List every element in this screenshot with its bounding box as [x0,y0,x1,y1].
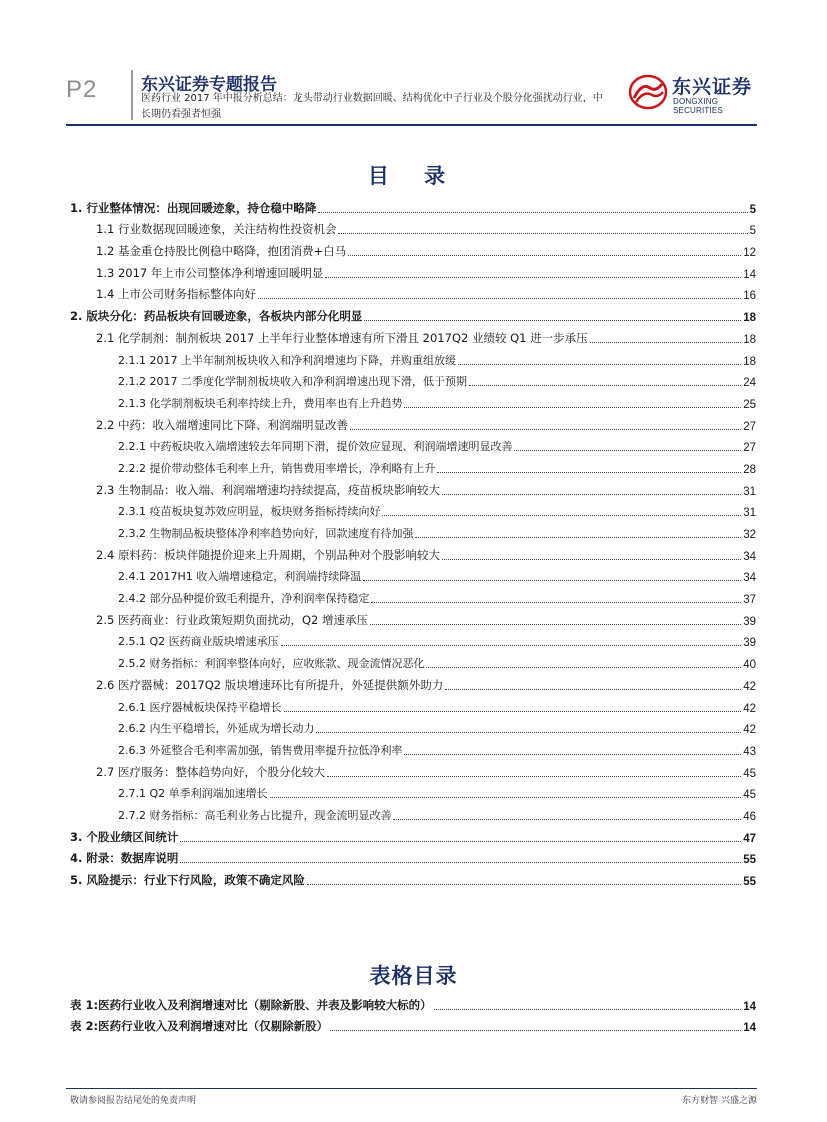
toc-entry-label: 2.1.3 化学制剂板块毛利率持续上升，费用率也有上升趋势 [118,396,403,410]
toc-entry-page: 55 [743,854,756,867]
toc-entry-page: 14 [743,1022,756,1035]
toc-entry[interactable] [70,433,756,455]
dot-leader [442,559,741,560]
toc-entry[interactable] [70,389,756,411]
toc-entry[interactable] [70,715,756,737]
toc-entry[interactable] [70,498,756,520]
dot-leader [442,494,741,495]
table-toc-heading: 表格目录 [369,964,458,988]
dot-leader [281,645,742,646]
toc-entry[interactable] [70,736,756,758]
toc-entry-page: 18 [743,355,756,368]
dot-leader [258,298,741,299]
toc-entry[interactable] [70,454,756,476]
dot-leader [393,819,741,820]
toc-entry[interactable] [70,991,756,1013]
footer-rule [66,1088,757,1089]
toc-entry-label: 5. 风险提示：行业下行风险，政策不确定风险 [70,873,305,887]
toc-entry-label: 2.6.3 外延整合毛利率需加强，销售费用率提升拉低净利率 [118,743,403,757]
toc-entry[interactable] [70,758,756,780]
toc-entry[interactable] [70,302,756,324]
toc-entry-page: 34 [743,550,756,563]
toc-entry-page: 34 [743,572,756,585]
toc-entry-page: 5 [749,203,756,216]
toc-entry-page: 28 [743,463,756,476]
toc-entry[interactable] [70,368,756,390]
toc-entry-label: 2.2 中药：收入端增速同比下降、利润端明显改善 [96,417,348,432]
toc-entry-page: 47 [743,832,756,845]
dot-leader [382,515,741,516]
toc-entry-label: 2.5.1 Q2 医药商业版块增速承压 [118,635,279,649]
toc-heading: 目 录 [367,164,460,188]
dot-leader [469,385,741,386]
toc-entry-label: 2.5 医药商业：行业政策短期负面扰动，Q2 增速承压 [96,612,368,627]
dot-leader [338,233,747,234]
toc-entry-label: 1. 行业整体情况：出现回暖迹象，持仓稳中略降 [70,200,317,215]
toc-entry-page: 42 [743,702,756,715]
table-toc-list [70,991,756,1034]
toc-entry[interactable] [70,259,756,281]
toc-entry-label: 表 2:医药行业收入及利润增速对比（仅剔除新股） [70,1019,329,1034]
footer-slogan: 东方财智 兴盛之源 [682,1096,757,1106]
toc-entry-label: 1.1 行业数据现回暖迹象，关注结构性投资机会 [96,222,337,237]
dot-leader [327,776,741,777]
toc-entry-label: 2.6.1 医疗器械板块保持平稳增长 [118,700,282,714]
toc-entry-label: 2.3.1 疫苗板块复苏效应明显，板块财务指标持续向好 [118,505,381,519]
dot-leader [316,732,741,733]
toc-entry-label: 1.4 上市公司财务指标整体向好 [96,287,256,302]
dot-leader [370,624,741,625]
dot-leader [404,754,741,755]
toc-entry-page: 31 [743,507,756,520]
toc-entry-page: 18 [743,333,756,346]
toc-entry-label: 2.7 医疗服务：整体趋势向好，个股分化较大 [96,764,325,779]
toc-entry-label: 2.6.2 内生平稳增长，外延成为增长动力 [118,722,315,736]
toc-list [70,194,756,888]
dot-leader [590,342,742,343]
toc-entry[interactable] [70,541,756,563]
toc-entry-label: 2.4.1 2017H1 收入端增速稳定，利润端持续降温 [118,570,362,584]
toc-entry-label: 2.7.1 Q2 单季利润端加速增长 [118,787,268,801]
toc-entry[interactable] [70,584,756,606]
dot-leader [514,450,741,451]
report-subtitle: 医药行业 2017 年中报分析总结：龙头带动行业数据回暖、结构优化中子行业及个股分化强扰动行业，中长期仍看强者恒强 [141,93,603,120]
dot-leader [415,537,741,538]
header-divider [131,70,133,120]
toc-entry-label: 2.6 医疗器械：2017Q2 版块增速环比有所提升，外延提供额外助力 [96,677,444,692]
toc-entry[interactable] [70,324,756,346]
company-logo [628,72,758,115]
toc-entry-page: 37 [743,594,756,607]
toc-entry-page: 46 [743,810,756,823]
toc-entry-label: 2. 版块分化：药品板块有回暖迹象，各板块内部分化明显 [70,309,363,324]
toc-entry-label: 2.1 化学制剂：制剂板块 2017 上半年行业整体增速有所下滑且 2017Q2 业绩较 Q1 进一步承压 [96,330,588,345]
toc-entry[interactable] [70,628,756,650]
toc-entry-label: 3. 个股业绩区间统计 [70,829,179,844]
dot-leader [371,602,741,603]
toc-entry-page: 39 [743,637,756,650]
dot-leader [445,689,741,690]
dot-leader [348,255,741,256]
header-rule [66,124,757,126]
toc-entry-label: 2.2.1 中药板块收入端增速较去年同期下滑，提价效应显现、利润端增速明显改善 [118,440,513,454]
toc-entry[interactable] [70,823,756,845]
toc-entry-label: 表 1:医药行业收入及利润增速对比（剔除新股、并表及影响较大标的） [70,997,432,1012]
toc-entry[interactable] [70,693,756,715]
toc-entry-page: 45 [743,767,756,780]
toc-entry-page: 12 [743,247,756,260]
dot-leader [426,667,741,668]
dot-leader [325,277,741,278]
dot-leader [437,472,741,473]
toc-entry[interactable] [70,606,756,628]
toc-entry[interactable] [70,346,756,368]
dot-leader [330,1030,741,1031]
toc-entry-page: 24 [743,377,756,390]
toc-entry-page: 5 [749,225,756,238]
toc-entry-label: 2.3.2 生物制品板块整体净利率趋势向好，回款速度有待加强 [118,527,414,540]
report-title: 东兴证券专题报告 [141,75,277,95]
toc-entry-page: 39 [743,615,756,628]
toc-entry-label: 2.4.2 部分品种提价致毛利提升，净利润率保持稳定 [118,592,370,606]
toc-entry[interactable] [70,563,756,585]
toc-entry-page: 18 [743,312,756,325]
toc-entry-label: 2.1.1 2017 上半年制剂板块收入和净利润增速均下降，并购重组放缓 [118,353,456,367]
toc-entry-page: 40 [743,659,756,672]
dot-leader [318,212,747,213]
toc-entry-page: 16 [743,290,756,303]
toc-entry[interactable] [70,281,756,303]
dot-leader [364,320,741,321]
toc-entry-page: 14 [743,1000,756,1013]
toc-entry[interactable] [70,671,756,693]
toc-entry-page: 42 [743,680,756,693]
dot-leader [363,580,741,581]
toc-entry[interactable] [70,649,756,671]
toc-entry-label: 2.2.2 提价带动整体毛利率上升，销售费用率增长，净利略有上升 [118,461,436,475]
logo-mark-icon [628,74,668,110]
toc-entry-label: 2.4 原料药：板块伴随提价迎来上升周期，个别品种对个股影响较大 [96,547,440,562]
toc-entry[interactable] [70,801,756,823]
toc-entry-page: 31 [743,485,756,498]
toc-entry-label: 2.3 生物制品：收入端、利润端增速均持续提高，疫苗板块影响较大 [96,482,440,497]
toc-entry[interactable] [70,519,756,541]
dot-leader [458,364,741,365]
toc-entry[interactable] [70,216,756,238]
toc-entry[interactable] [70,845,756,867]
dot-leader [307,884,741,885]
toc-entry-label: 1.3 2017 年上市公司整体净利增速回暖明显 [96,265,324,280]
toc-entry-page: 43 [743,745,756,758]
toc-entry[interactable] [70,237,756,259]
toc-entry[interactable] [70,866,756,888]
page-number: P2 [66,76,98,103]
dot-leader [404,407,741,408]
toc-entry-page: 55 [743,876,756,888]
toc-entry-page: 27 [743,420,756,433]
logo-english-name: DONGXING SECURITIES [673,97,724,115]
toc-entry[interactable] [70,476,756,498]
toc-entry-label: 2.7.2 财务指标：高毛利业务占比提升，现金流明显改善 [118,808,392,822]
footer-disclaimer: 敬请参阅报告结尾处的免责声明 [70,1096,197,1106]
toc-entry[interactable] [70,780,756,802]
dot-leader [180,841,741,842]
toc-entry-label: 4. 附录：数据库说明 [70,851,179,866]
dot-leader [434,1009,742,1010]
toc-entry-page: 32 [743,529,756,541]
toc-entry-label: 2.1.2 2017 二季度化学制剂板块收入和净利润增速出现下滑，低于预期 [118,375,467,389]
toc-entry[interactable] [70,1013,756,1035]
dot-leader [180,862,741,863]
logo-chinese-name: 东兴证券 [672,76,753,98]
toc-entry-page: 27 [743,442,756,455]
toc-entry[interactable] [70,411,756,433]
dot-leader [270,797,742,798]
toc-entry-page: 45 [743,789,756,802]
dot-leader [350,429,741,430]
dot-leader [284,711,742,712]
toc-entry-page: 25 [743,398,756,411]
toc-entry-label: 1.2 基金重仓持股比例稳中略降，抱团消费+白马 [96,244,347,259]
toc-entry-page: 14 [743,268,756,281]
toc-entry[interactable] [70,194,756,216]
toc-entry-label: 2.5.2 财务指标：利润率整体向好，应收账款、现金流情况恶化 [118,657,425,671]
toc-entry-page: 42 [743,724,756,737]
